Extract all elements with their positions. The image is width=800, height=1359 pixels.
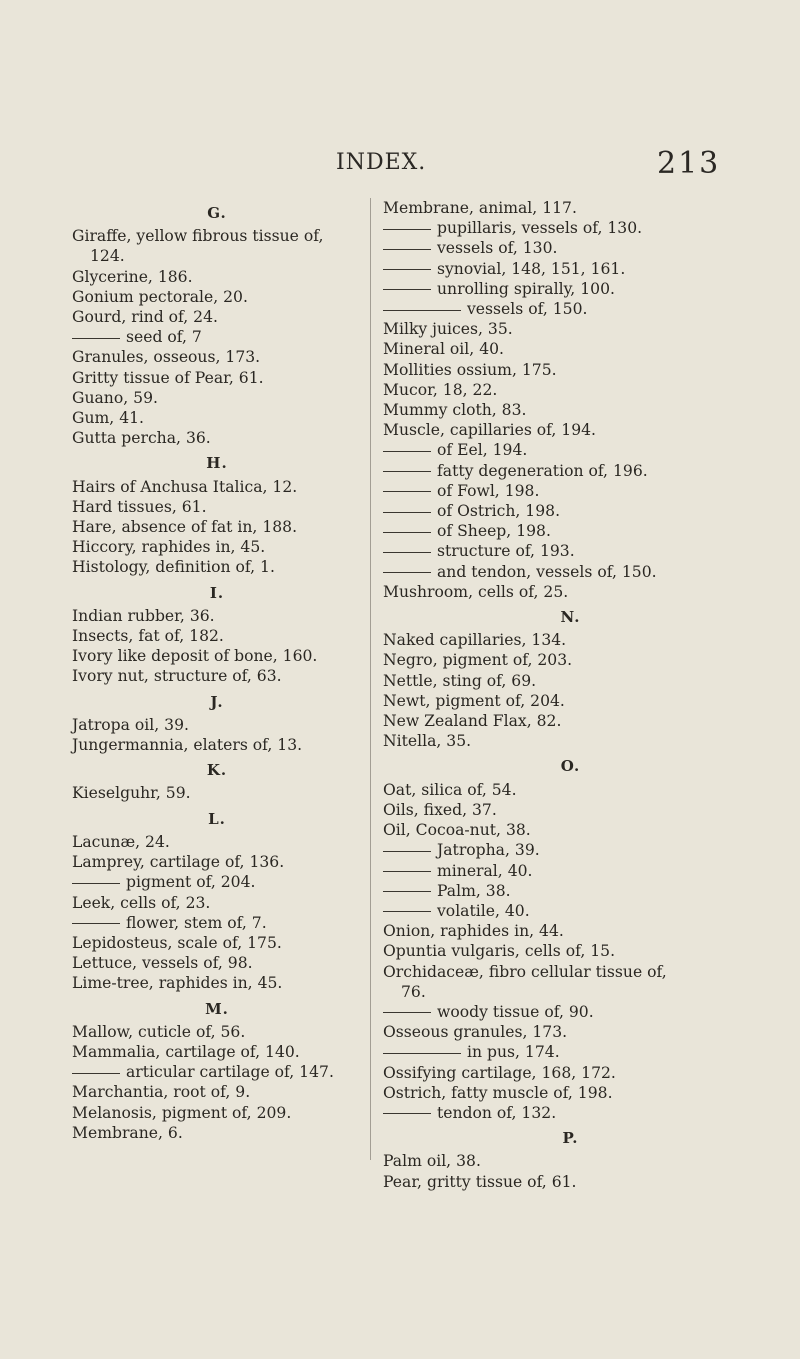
- index-subentry: [383, 1042, 758, 1062]
- index-subentry-text: and tendon, vessels of, 150.: [437, 562, 657, 581]
- index-entry: Ivory like deposit of bone, 160.: [72, 647, 318, 666]
- index-subentry-text: mineral, 40.: [437, 861, 533, 880]
- ditto-rule: [383, 269, 431, 270]
- index-subentry: [383, 440, 758, 460]
- index-subentry-text: Jatropha, 39.: [437, 841, 540, 860]
- index-subentry: [383, 541, 758, 561]
- index-subentry-text: of Sheep, 198.: [437, 522, 551, 541]
- section-letter: N.: [560, 608, 581, 627]
- section-letter: L.: [208, 809, 226, 828]
- index-entry: Nitella, 35.: [383, 732, 472, 751]
- index-subentry-text: seed of, 7: [126, 328, 202, 347]
- index-entry: Mushroom, cells of, 25.: [383, 582, 569, 601]
- index-subentry-text: flower, stem of, 7.: [126, 913, 267, 932]
- index-entry: Jatropa oil, 39.: [72, 715, 189, 734]
- index-entry: Naked capillaries, 134.: [383, 631, 567, 650]
- index-entry: Gum, 41.: [72, 409, 144, 428]
- index-subentry-text: woody tissue of, 90.: [437, 1002, 594, 1021]
- index-entry: Lime-tree, raphides in, 45.: [72, 974, 283, 993]
- ditto-rule: [383, 310, 461, 311]
- index-entry: Mallow, cuticle of, 56.: [72, 1022, 246, 1041]
- index-entry: Palm oil, 38.: [383, 1152, 481, 1171]
- ditto-rule: [383, 851, 431, 852]
- ditto-rule: [72, 883, 120, 884]
- index-entry: Marchantia, root of, 9.: [72, 1083, 251, 1102]
- index-entry: Glycerine, 186.: [72, 267, 193, 286]
- section-letter: H.: [206, 454, 228, 473]
- ditto-rule: [383, 1053, 461, 1054]
- index-entry: Mollities ossium, 175.: [383, 360, 557, 379]
- index-subentry: [383, 461, 758, 481]
- index-subentry-text: synovial, 148, 151, 161.: [437, 259, 626, 278]
- index-subentry: [383, 501, 758, 521]
- index-subentry-text: vessels of, 130.: [437, 239, 558, 258]
- index-subentry-text: tendon of, 132.: [437, 1103, 557, 1122]
- index-entry: Nettle, sting of, 69.: [383, 671, 537, 690]
- index-entry: Oat, silica of, 54.: [383, 780, 517, 799]
- index-subentry: [383, 279, 758, 299]
- index-entry: Giraffe, yellow fibrous tissue of,: [72, 227, 324, 246]
- index-entry-continuation: 76.: [401, 982, 426, 1001]
- index-entry: New Zealand Flax, 82.: [383, 712, 562, 731]
- ditto-rule: [383, 491, 431, 492]
- section-letter: G.: [207, 204, 227, 222]
- ditto-rule: [383, 229, 431, 230]
- index-subentry: [72, 327, 362, 347]
- index-entry: Indian rubber, 36.: [72, 606, 215, 625]
- index-entry: Leek, cells of, 23.: [72, 893, 211, 912]
- index-subentry: [383, 481, 758, 501]
- index-entry: Membrane, 6.: [72, 1123, 183, 1142]
- index-entry: Granules, osseous, 173.: [72, 348, 261, 367]
- index-subentry: [383, 1002, 758, 1022]
- index-entry: Melanosis, pigment of, 209.: [72, 1103, 292, 1122]
- index-subentry-text: of Fowl, 198.: [437, 481, 540, 500]
- section-letter: P.: [562, 1129, 579, 1148]
- index-subentry: [383, 562, 758, 582]
- index-entry: Mummy cloth, 83.: [383, 401, 527, 420]
- index-entry: Negro, pigment of, 203.: [383, 651, 573, 670]
- index-entry: Ossifying cartilage, 168, 172.: [383, 1063, 616, 1082]
- index-entry: Mucor, 18, 22.: [383, 380, 498, 399]
- index-entry-continuation: 124.: [90, 247, 125, 266]
- index-subentry: [72, 1062, 362, 1082]
- index-entry: Hare, absence of fat in, 188.: [72, 518, 298, 537]
- index-entry: Lettuce, vessels of, 98.: [72, 954, 253, 973]
- ditto-rule: [383, 512, 431, 513]
- ditto-rule: [383, 532, 431, 533]
- index-subentry-text: unrolling spirally, 100.: [437, 279, 615, 298]
- ditto-rule: [72, 338, 120, 339]
- ditto-rule: [383, 911, 431, 912]
- index-entry: Lacunæ, 24.: [72, 832, 170, 851]
- ditto-rule: [72, 1073, 120, 1074]
- index-entry: Membrane, animal, 117.: [383, 199, 577, 217]
- index-entry: Lepidosteus, scale of, 175.: [72, 933, 282, 952]
- index-entry: Onion, raphides in, 44.: [383, 922, 564, 941]
- index-subentry: [383, 840, 758, 860]
- ditto-rule: [383, 1113, 431, 1114]
- index-entry: Muscle, capillaries of, 194.: [383, 421, 597, 440]
- index-entry: Jungermannia, elaters of, 13.: [72, 736, 303, 755]
- index-subentry-text: structure of, 193.: [437, 542, 575, 561]
- index-entry: Gritty tissue of Pear, 61.: [72, 368, 264, 387]
- index-entry: Kieselguhr, 59.: [72, 784, 191, 803]
- section-letter: K.: [206, 761, 228, 780]
- index-subentry-text: articular cartilage of, 147.: [126, 1063, 334, 1082]
- ditto-rule: [383, 572, 431, 573]
- ditto-rule: [383, 471, 431, 472]
- ditto-rule: [383, 1012, 431, 1013]
- index-entry: Mammalia, cartilage of, 140.: [72, 1042, 300, 1061]
- index-entry: Ostrich, fatty muscle of, 198.: [383, 1083, 613, 1102]
- ditto-rule: [383, 289, 431, 290]
- index-entry: Pear, gritty tissue of, 61.: [383, 1172, 577, 1191]
- index-subentry-text: in pus, 174.: [467, 1043, 560, 1062]
- index-entry: Histology, definition of, 1.: [72, 558, 275, 577]
- index-entry: Oils, fixed, 37.: [383, 800, 497, 819]
- index-subentry-text: vessels of, 150.: [467, 300, 588, 319]
- running-head-title: INDEX.: [336, 150, 427, 175]
- index-entry: Lamprey, cartilage of, 136.: [72, 853, 285, 872]
- index-subentry: [383, 218, 758, 238]
- index-subentry: [383, 861, 758, 881]
- section-letter: J.: [210, 692, 224, 711]
- ditto-rule: [383, 249, 431, 250]
- index-subentry: [72, 872, 362, 892]
- index-entry: Opuntia vulgaris, cells of, 15.: [383, 942, 616, 961]
- index-entry: Orchidaceæ, fibro cellular tissue of,: [383, 962, 667, 981]
- index-subentry-text: pigment of, 204.: [126, 873, 256, 892]
- index-entry: Gutta percha, 36.: [72, 429, 211, 448]
- index-entry: Oil, Cocoa-nut, 38.: [383, 821, 531, 840]
- index-entry: Hiccory, raphides in, 45.: [72, 538, 266, 557]
- index-entry: Hairs of Anchusa Italica, 12.: [72, 477, 298, 496]
- index-subentry: [383, 299, 758, 319]
- index-entry: Ivory nut, structure of, 63.: [72, 667, 282, 686]
- index-subentry-text: Palm, 38.: [437, 881, 511, 900]
- index-entry: Milky juices, 35.: [383, 320, 513, 339]
- index-subentry: [383, 1103, 758, 1123]
- index-entry: Newt, pigment of, 204.: [383, 691, 565, 710]
- index-entry: Guano, 59.: [72, 388, 158, 407]
- ditto-rule: [383, 871, 431, 872]
- index-entry: Insects, fat of, 182.: [72, 627, 224, 646]
- index-entry: Mineral oil, 40.: [383, 340, 504, 359]
- ditto-rule: [72, 923, 120, 924]
- column-divider: [370, 198, 371, 1160]
- index-subentry: [383, 259, 758, 279]
- section-letter: I.: [209, 583, 225, 602]
- index-subentry-text: of Ostrich, 198.: [437, 502, 561, 521]
- index-subentry: [383, 881, 758, 901]
- ditto-rule: [383, 891, 431, 892]
- index-subentry-text: fatty degeneration of, 196.: [437, 461, 648, 480]
- index-subentry: [383, 238, 758, 258]
- index-subentry-text: of Eel, 194.: [437, 441, 528, 460]
- ditto-rule: [383, 552, 431, 553]
- index-entry: Osseous granules, 173.: [383, 1023, 568, 1042]
- page-number: 213: [657, 146, 721, 181]
- ditto-rule: [383, 451, 431, 452]
- index-entry: Hard tissues, 61.: [72, 497, 207, 516]
- index-column-left: [72, 198, 362, 1143]
- index-subentry: [72, 913, 362, 933]
- section-letter: O.: [560, 757, 581, 776]
- index-entry: Gonium pectorale, 20.: [72, 287, 248, 306]
- index-subentry: [383, 901, 758, 921]
- index-subentry: [383, 521, 758, 541]
- index-column-right: [383, 198, 758, 1192]
- index-entry: Gourd, rind of, 24.: [72, 308, 218, 327]
- index-subentry-text: pupillaris, vessels of, 130.: [437, 219, 643, 238]
- index-subentry-text: volatile, 40.: [437, 901, 530, 920]
- section-letter: M.: [205, 999, 229, 1018]
